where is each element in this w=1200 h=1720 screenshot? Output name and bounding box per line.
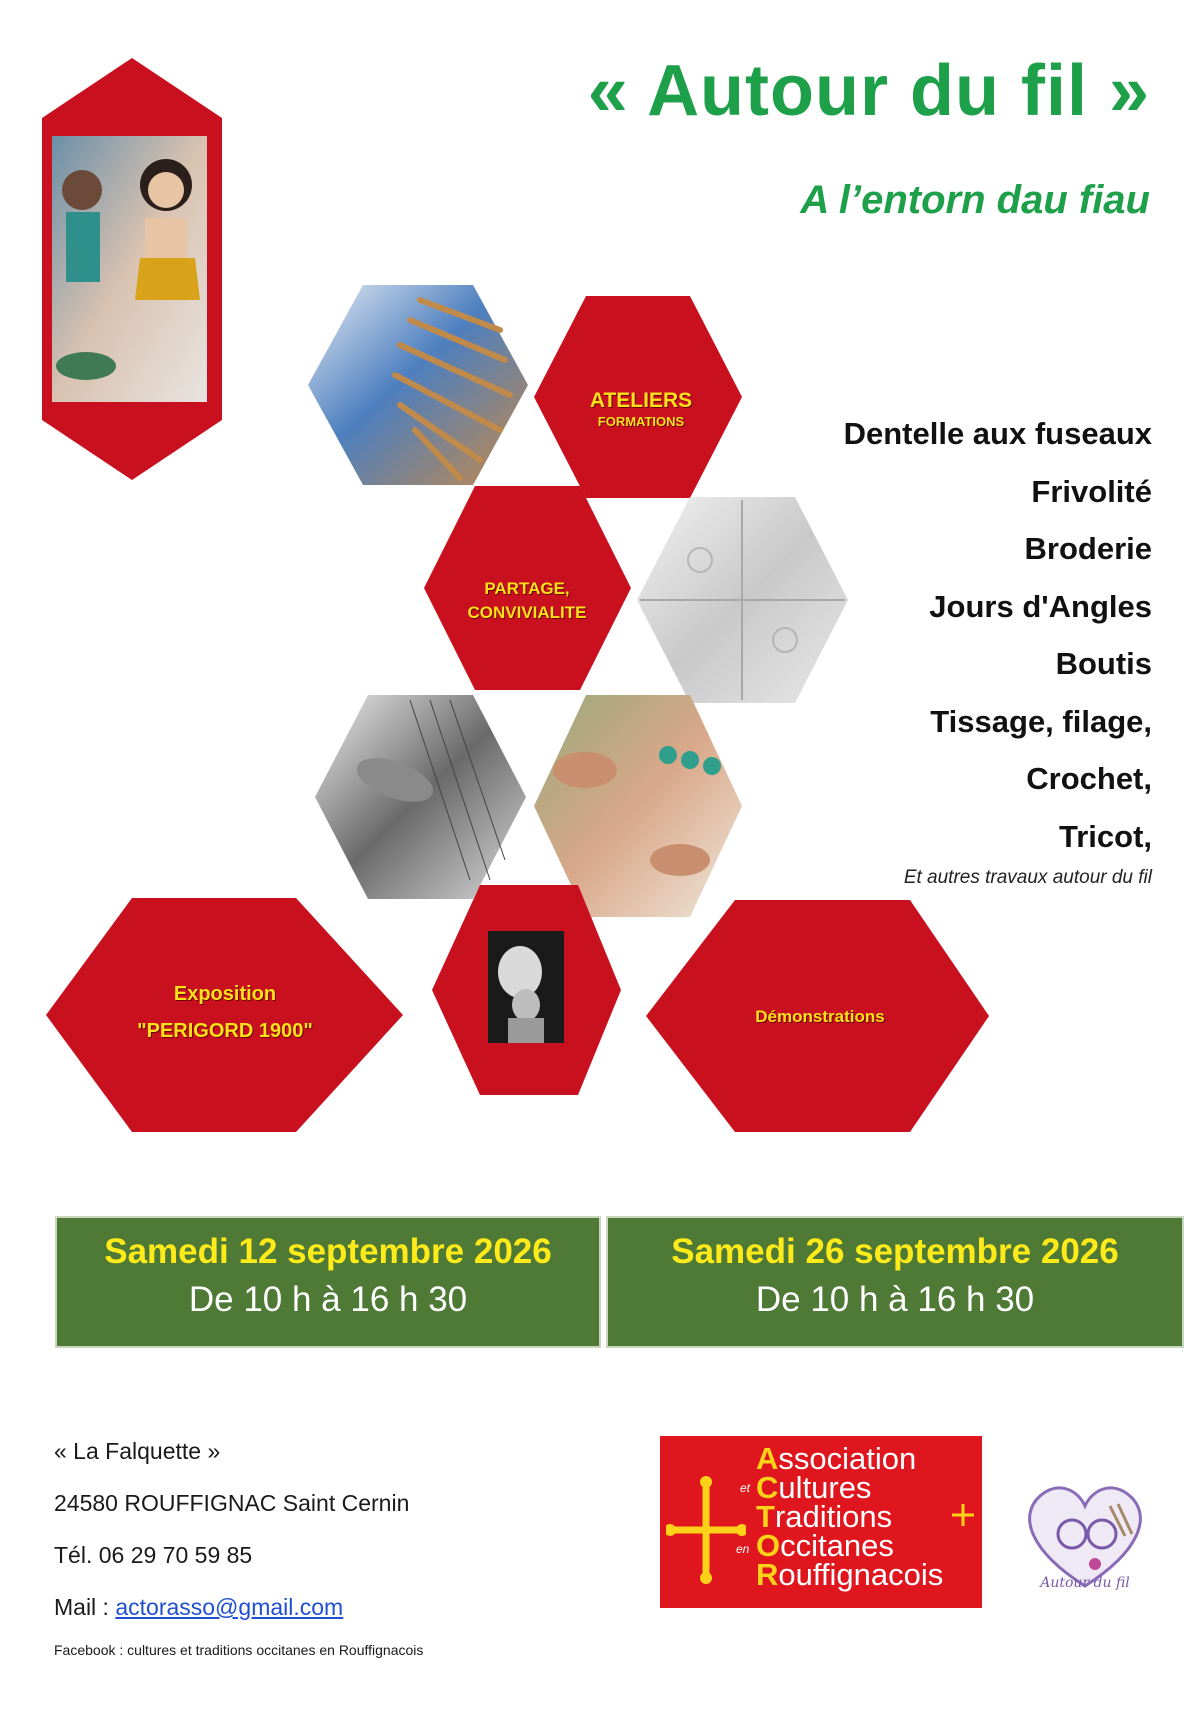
venue-address: 24580 ROUFFIGNAC Saint Cernin (54, 1490, 410, 1516)
date-day: Samedi 12 septembre 2026 (104, 1232, 552, 1271)
assoc-line: Association (756, 1441, 917, 1476)
activities-list (690, 405, 1152, 889)
convivialite-label: CONVIVIALITE (467, 603, 587, 622)
activity-item: Broderie (1024, 531, 1152, 566)
occitan-cross-icon (666, 1476, 746, 1586)
activity-item: Frivolité (1031, 473, 1152, 509)
activity-item: Tissage, filage, (930, 703, 1152, 739)
assoc-line: Cultures (756, 1470, 872, 1505)
assoc-et: et (740, 1481, 751, 1495)
partage-label: PARTAGE, (484, 579, 570, 598)
date-hours: De 10 h à 16 h 30 (755, 1280, 1035, 1319)
activity-item: Crochet, (1026, 761, 1152, 796)
venue-name: « La Falquette » (54, 1438, 221, 1464)
assoc-line: Occitanes (756, 1528, 894, 1563)
page-subtitle: A l’entorn dau fiau (800, 178, 1150, 222)
phone-number: Tél. 06 29 70 59 85 (54, 1542, 253, 1568)
small-cross-icon (950, 1502, 976, 1528)
activities-note: Et autres travaux autour du fil (903, 867, 1152, 888)
heart-logo-caption: Autour du fil (1040, 1575, 1130, 1591)
date-hours: De 10 h à 16 h 30 (188, 1280, 468, 1319)
activity-item: Tricot, (1058, 818, 1152, 854)
date-day: Samedi 26 septembre 2026 (671, 1232, 1119, 1271)
bobbin-lace-photo-hexagon (308, 285, 528, 485)
mail-label: Mail : (54, 1594, 116, 1620)
activity-item: Boutis (1055, 646, 1152, 681)
facebook-line: Facebook : cultures et traditions occitanes en Rouffignacois (54, 1642, 424, 1658)
needlework-photo-hexagon (315, 695, 526, 899)
activity-item: Dentelle aux fuseaux (843, 416, 1152, 451)
contact-block (54, 1438, 614, 1683)
assoc-en: en (736, 1542, 750, 1556)
mail-link[interactable]: actorasso@gmail.com (115, 1594, 344, 1620)
assoc-line: Traditions (756, 1499, 893, 1534)
ateliers-label: ATELIERS (589, 389, 693, 412)
perigord-label: "PERIGORD 1900" (137, 1020, 313, 1042)
page-title: « Autour du fil » (587, 51, 1150, 131)
date-box-1 (55, 1216, 601, 1348)
demonstrations-label: Démonstrations (755, 1007, 885, 1026)
date-box-2 (606, 1216, 1184, 1348)
assoc-line: Rouffignacois (756, 1557, 944, 1592)
exposition-label: Exposition (173, 983, 277, 1005)
doll-photo-hexagon (42, 58, 222, 480)
activity-item: Jours d'Angles (929, 588, 1152, 624)
mail-line (54, 1594, 614, 1621)
association-logo (660, 1436, 982, 1608)
exposition-hexagon (46, 898, 403, 1132)
formations-label: FORMATIONS (597, 414, 685, 429)
